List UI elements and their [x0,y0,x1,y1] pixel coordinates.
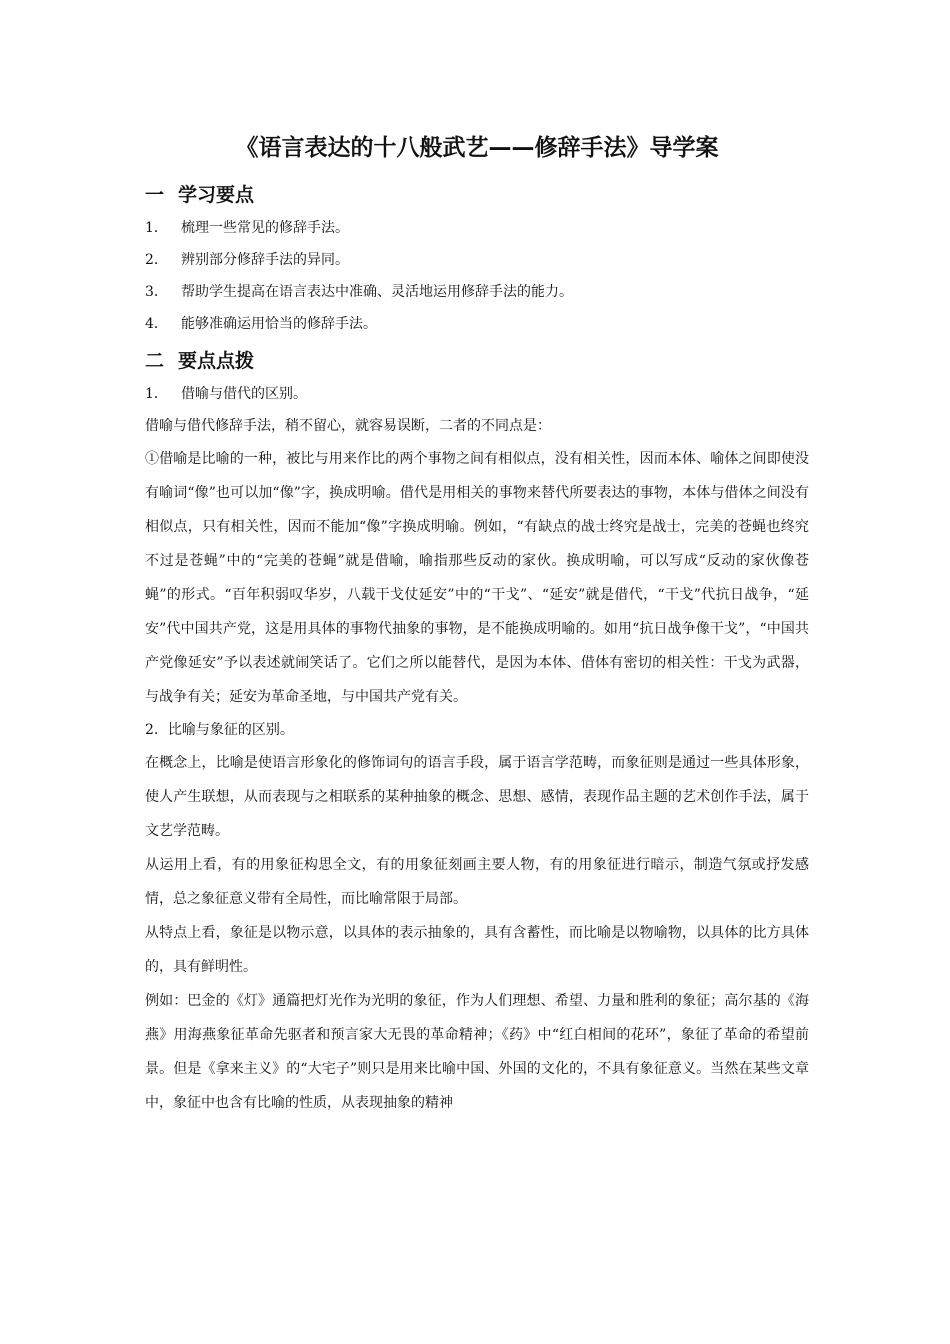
section-number: 一 [145,184,165,206]
point-intro-paragraph: 借喻与借代修辞手法，稍不留心，就容易误断，二者的不同点是： [145,418,551,434]
point-title-metaphor-metonymy [145,378,809,410]
list-item-text: 能够准确运用恰当的修辞手法。 [181,316,377,332]
document-title: 《语言表达的十八般武艺——修辞手法》导学案 [235,135,719,161]
document-page [145,128,809,1120]
list-item-text: 辨别部分修辞手法的异同。 [181,252,349,268]
point-title-text: 借喻与借代的区别。 [181,386,307,402]
body-paragraph-features: 从特点上看，象征是以物示意，以具体的表示抽象的，具有含蓄性，而比喻是以物喻物，以具体的比方具体的，具有鲜明性。 [145,925,809,975]
list-item [145,212,809,244]
point-body-paragraph: ①借喻是比喻的一种，被比与用来作比的两个事物之间有相似点，没有相关性，因而本体、喻体之间即使没有喻词“像”也可以加“像”字，换成明喻。借代是用相关的事物来替代所要表达的事物，本体与借体之间没有相似点，只有相关性，因而不能加“像”字换成明喻。例如，“有缺点的战士终究是战士，完美的苍蝇也终究不过是苍蝇”中的“完美的苍蝇”就是借喻，喻指那些反动的家伙。换成明喻，可以写成“反动的家伙像苍蝇”的形式。“百年积弱叹华岁，八载干戈仗延安”中的“干戈”、“延安”就是借代，“干戈”代抗日战争，“延安”代中国共产党，这是用具体的事物代抽象的事物，是不能换成明喻的。如用“抗日战争像干戈”，“中国共产党像延安”予以表述就闹笑话了。它们之所以能替代，是因为本体、借体有密切的相关性：干戈为武器，与战争有关；延安为革命圣地，与中国共产党有关。 [145,451,809,705]
body-paragraph-examples: 例如：巴金的《灯》通篇把灯光作为光明的象征，作为人们理想、希望、力量和胜利的象征；高尔基的《海燕》用海燕象征革命先驱者和预言家大无畏的革命精神；《药》中“红白相间的花环”，象征了革命的希望前景。但是《拿来主义》的“大宅子”则只是用来比喻中国、外国的文化的，不具有象征意义。当然在某些文章中，象征中也含有比喻的性质，从表现抽象的精神 [145,993,809,1111]
body-paragraph-concept: 在概念上，比喻是使语言形象化的修饰词句的语言手段，属于语言学范畴，而象征则是通过一些具体形象，使人产生联想，从而表现与之相联系的某种抽象的概念、思想、感情，表现作品主题的艺术创作手法，属于文艺学范畴。 [145,755,809,839]
list-item [145,308,809,340]
list-item-text: 梳理一些常见的修辞手法。 [181,220,349,236]
body-paragraph-usage: 从运用上看，有的用象征构思全文，有的用象征刻画主要人物，有的用象征进行暗示，制造气氛或抒发感情，总之象征意义带有全局性，而比喻常限于局部。 [145,857,809,907]
point-title-metaphor-symbol: 2．比喻与象征的区别。 [145,722,294,738]
section-number: 二 [145,350,165,372]
list-item-index: 1． [145,220,168,236]
list-item [145,244,809,276]
section-heading-key-points [145,344,809,378]
list-item-index: 4． [145,316,168,332]
section-heading-study-points [145,178,809,212]
section-heading-text: 学习要点 [178,184,255,206]
list-item-text: 帮助学生提高在语言表达中准确、灵活地运用修辞手法的能力。 [181,284,573,300]
list-item [145,276,809,308]
section-heading-text: 要点点拨 [178,350,255,372]
list-item-index: 3． [145,284,168,300]
point-index: 1． [145,386,168,402]
list-item-index: 2． [145,252,168,268]
